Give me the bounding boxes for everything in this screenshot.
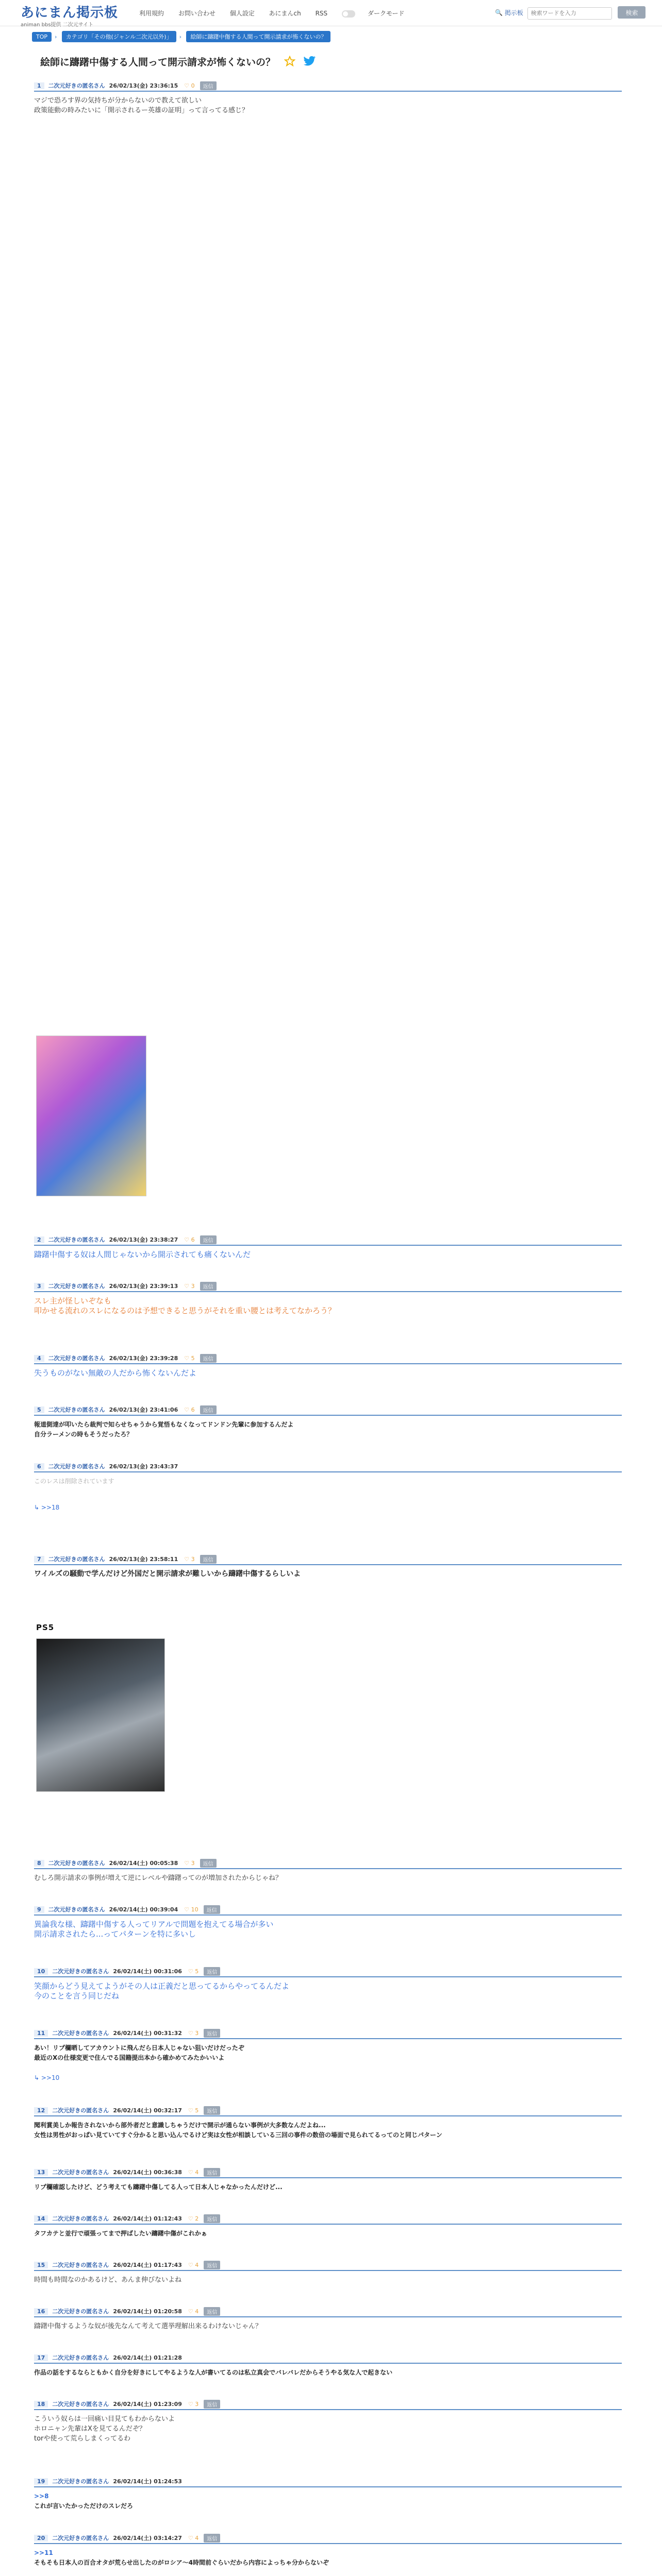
post-header <box>34 1554 622 1565</box>
poster-name: 二次元好きの匿名さん <box>48 1556 105 1563</box>
good-count: 0 <box>191 82 195 89</box>
ps5-logo: PS5 <box>36 1623 55 1632</box>
reply-button[interactable]: 返信 <box>204 2534 220 2543</box>
good-button[interactable]: ♡ 0 <box>184 82 195 89</box>
post-header <box>34 1234 622 1246</box>
reply-button[interactable]: 返信 <box>204 1905 220 1914</box>
nav-animanch[interactable]: あにまんch <box>269 10 301 17</box>
post-header <box>34 2476 622 2487</box>
poster-name: 二次元好きの匿名さん <box>52 2354 109 2361</box>
post-line: 異論我な様、躊躇中傷する人ってリアルで問題を抱えてる場合が多い <box>34 1920 274 1929</box>
post-number[interactable]: 17 <box>34 2354 48 2361</box>
good-count: 4 <box>195 2168 199 2176</box>
post-line: これが言いたかっただけのスレだろ <box>34 2502 134 2510</box>
good-button[interactable]: ♡ 3 <box>184 1859 195 1867</box>
good-count: 5 <box>195 1968 199 1975</box>
poster-name: 二次元好きの匿名さん <box>52 2308 109 2315</box>
post-7 <box>34 1554 622 1579</box>
reply-button[interactable]: 返信 <box>204 2261 220 2269</box>
post-number[interactable]: 6 <box>34 1463 44 1470</box>
post-line: 報道側達が叩いたら裁判で知らせちゃうから覚悟もなくなってドンドン先輩に参加するんだよ <box>34 1421 294 1428</box>
post-number[interactable]: 10 <box>34 1968 48 1975</box>
post-header <box>34 2028 622 2039</box>
post-16 <box>34 2306 622 2331</box>
poster-name: 二次元好きの匿名さん <box>52 2535 109 2541</box>
post-date: 26/02/14(土) 01:17:43 <box>113 2262 182 2268</box>
good-button[interactable]: ♡ 4 <box>188 2168 199 2176</box>
reply-button[interactable]: 返信 <box>200 1282 217 1291</box>
search-input[interactable] <box>527 7 612 20</box>
poster-name: 二次元好きの匿名さん <box>48 1283 105 1290</box>
post-header <box>34 2306 622 2317</box>
post-2 <box>34 1234 622 1260</box>
reply-button[interactable]: 返信 <box>200 1859 217 1868</box>
post-header <box>34 1966 622 1977</box>
good-button[interactable]: ♡ 6 <box>184 1236 195 1243</box>
post-body <box>34 1477 622 1486</box>
post-body <box>34 1250 622 1260</box>
post-header <box>34 80 622 92</box>
post-body <box>34 2414 622 2444</box>
post-header <box>34 1353 622 1364</box>
post-date: 26/02/14(土) 01:12:43 <box>113 2215 182 2222</box>
post-line: 女性は男性がおっぱい見ていてすぐ分かると思い込んでるけど実は女性が相談している三回の事件の数倍の場面で見られてるってのと同じパターン <box>34 2131 442 2139</box>
post-line: 躊躇中傷するような奴が後先なんて考えて選挙理解出来るわけないじゃん？ <box>34 2323 262 2330</box>
site-logo[interactable] <box>21 2 118 28</box>
reply-anchor[interactable]: ↳ >>10 <box>34 2074 60 2081</box>
post-date: 26/02/14(土) 00:31:32 <box>113 2030 182 2037</box>
good-count: 3 <box>191 1859 195 1867</box>
reply-button[interactable]: 返信 <box>204 2029 220 2038</box>
post-date: 26/02/13(金) 23:39:28 <box>109 1355 178 1362</box>
post-header <box>34 1461 622 1472</box>
post-line: リプ欄確認したけど、どう考えても躊躇中傷してる人って日本人じゃなかったんだけど... <box>34 2183 283 2191</box>
post-line: 作品の話をするならともかく自分を好きにしてやるような人が書いてるのは私立真会でバレバレだからそうやる気な人で起きない <box>34 2369 393 2376</box>
logo-subtitle: animan bbs提供 二次元サイト <box>21 22 94 28</box>
post-body <box>34 1873 622 1883</box>
post-header <box>34 1404 622 1416</box>
nav-settings[interactable]: 個人設定 <box>229 10 255 17</box>
post-line: 政策能動の時みたいに「開示されるー英雄の証明」って言ってる感じ？ <box>34 107 249 114</box>
post-number[interactable]: 4 <box>34 1355 44 1362</box>
chevron-right-icon: › <box>179 33 181 40</box>
poster-name: 二次元好きの匿名さん <box>52 2030 109 2037</box>
post-line: 最近のXの仕様変更で住んでる国籍提出本から確かめてみたかいいよ <box>34 2054 225 2061</box>
post-8 <box>34 1858 622 1883</box>
post-line: ワイルズの騒動で学んだけど外国だと開示請求が難しいから躊躇中傷するらしいよ <box>34 1570 301 1578</box>
good-count: 4 <box>195 2261 199 2268</box>
post-number[interactable]: 20 <box>34 2535 48 2541</box>
good-button[interactable]: ♡ 3 <box>188 2029 199 2037</box>
reply-button[interactable]: 返信 <box>204 1967 220 1976</box>
poster-name: 二次元好きの匿名さん <box>48 1906 105 1913</box>
post-body <box>34 1368 622 1378</box>
post-line: ホロニャン先輩はXを見てるんだぞ？ <box>34 2425 146 2433</box>
nav-terms[interactable]: 利用規約 <box>139 10 164 17</box>
post-number[interactable]: 2 <box>34 1236 44 1243</box>
post-line: 時間も時間なのかあるけど、あんま伸びないよね <box>34 2276 182 2284</box>
post-line: 笑顔からどう見えてようがその人は正義だと思ってるからやってるんだよ <box>34 1981 290 1991</box>
poster-name: 二次元好きの匿名さん <box>48 82 105 89</box>
post-number[interactable]: 18 <box>34 2401 48 2408</box>
post-14 <box>34 2213 622 2239</box>
post-line: マジで恐ろす界の気持ちが分からないので教えて欲しい <box>34 97 202 105</box>
good-count: 5 <box>195 2107 199 2114</box>
poster-name: 二次元好きの匿名さん <box>48 1860 105 1867</box>
poster-name: 二次元好きの匿名さん <box>48 1236 105 1243</box>
good-count: 3 <box>195 2029 199 2037</box>
post-line: 叩かせる流れのスレになるのは予想できると思うがそれを重い腰とは考えてなかろう？ <box>34 1306 336 1315</box>
post-date: 26/02/14(土) 03:14:27 <box>113 2535 182 2541</box>
dark-mode-label: ダークモード <box>367 10 405 17</box>
post-body <box>34 2492 622 2511</box>
reply-button[interactable]: 返信 <box>204 2214 220 2223</box>
post-date: 26/02/14(土) 00:39:04 <box>109 1906 178 1913</box>
post-body <box>34 2121 622 2140</box>
breadcrumb-thread[interactable]: 絵師に躊躇中傷する人間って開示請求が怖くないの？ <box>186 31 330 42</box>
post-number[interactable]: 8 <box>34 1860 44 1867</box>
good-count: 3 <box>191 1282 195 1290</box>
reply-button[interactable]: 返信 <box>204 2106 220 2115</box>
good-button[interactable]: ♡ 6 <box>184 1406 195 1413</box>
good-count: 10 <box>191 1906 198 1913</box>
poster-name: 二次元好きの匿名さん <box>52 2401 109 2408</box>
dark-mode-toggle[interactable] <box>342 10 417 17</box>
post-header <box>34 2533 622 2544</box>
post-number[interactable]: 16 <box>34 2308 48 2315</box>
post-body <box>34 1296 622 1316</box>
good-count: 4 <box>195 2308 199 2315</box>
post-12 <box>34 2105 622 2140</box>
post-body <box>34 1569 622 1579</box>
reply-button[interactable]: 返信 <box>204 2307 220 2316</box>
post-header <box>34 1858 622 1869</box>
reply-button[interactable]: 返信 <box>200 1354 217 1363</box>
post-body <box>34 1981 622 2001</box>
good-button[interactable]: ♡ 3 <box>188 2400 199 2408</box>
post-date: 26/02/14(土) 01:20:58 <box>113 2308 182 2315</box>
good-button[interactable]: ♡ 5 <box>184 1354 195 1362</box>
post-19 <box>34 2476 622 2511</box>
good-button[interactable]: ♡ 2 <box>188 2215 199 2222</box>
post-15 <box>34 2260 622 2285</box>
twitter-share-icon[interactable] <box>304 56 316 70</box>
post-body <box>34 2182 622 2192</box>
reply-button[interactable]: 返信 <box>200 1405 217 1414</box>
deleted-notice: このレスは削除されています <box>34 1478 114 1485</box>
post-5 <box>34 1404 622 1439</box>
poster-name: 二次元好きの匿名さん <box>52 2215 109 2222</box>
post-13 <box>34 2167 622 2192</box>
quote-anchor[interactable]: >>8 <box>34 2493 49 2500</box>
good-button[interactable]: ♡ 5 <box>188 1968 199 1975</box>
nav-contact[interactable]: お問い合わせ <box>178 10 216 17</box>
post-number[interactable]: 11 <box>34 2030 48 2037</box>
post-line: タフカテと並行で頑張ってまで押ばしたい躊躇中傷がこれかぁ <box>34 2230 207 2237</box>
post-date: 26/02/14(土) 00:05:38 <box>109 1860 178 1867</box>
poster-name: 二次元好きの匿名さん <box>48 1355 105 1362</box>
post-date: 26/02/13(金) 23:36:15 <box>109 82 178 89</box>
post-body <box>34 2548 622 2568</box>
post-date: 26/02/14(土) 00:32:17 <box>113 2107 182 2114</box>
post-6 <box>34 1461 622 1511</box>
post-header <box>34 2352 622 2364</box>
post-number[interactable]: 15 <box>34 2262 48 2268</box>
post-line: 今のことを言う同じだね <box>34 1991 120 2001</box>
good-count: 5 <box>191 1354 195 1362</box>
good-count: 2 <box>195 2215 199 2222</box>
post-body <box>34 1420 622 1439</box>
post-date: 26/02/13(金) 23:58:11 <box>109 1556 178 1563</box>
breadcrumb-category[interactable]: カテゴリ「その他(ジャンル二次元以外)」 <box>62 31 176 42</box>
post-line: 自分ラーメンの時もそうだったろ？ <box>34 1431 133 1438</box>
favorite-star-icon[interactable] <box>284 56 295 70</box>
post-line: スレ主が怪しいぞなも <box>34 1296 112 1306</box>
site-header <box>0 0 662 26</box>
post-date: 26/02/14(土) 00:36:38 <box>113 2169 182 2176</box>
post-number[interactable]: 1 <box>34 82 44 89</box>
post-header <box>34 1904 622 1916</box>
post-3 <box>34 1281 622 1316</box>
post-date: 26/02/13(金) 23:43:37 <box>109 1463 178 1470</box>
search-bar <box>495 6 646 20</box>
post-body <box>34 2043 622 2063</box>
good-count: 3 <box>191 1555 195 1563</box>
reply-anchor[interactable]: ↳ >>18 <box>34 1504 60 1511</box>
post-header <box>34 2260 622 2271</box>
post-4 <box>34 1353 622 1378</box>
post-number[interactable]: 14 <box>34 2215 48 2222</box>
good-count: 6 <box>191 1236 195 1243</box>
post-number[interactable]: 13 <box>34 2169 48 2176</box>
post-number[interactable]: 3 <box>34 1283 44 1290</box>
post-image[interactable] <box>36 1638 165 1792</box>
good-button[interactable]: ♡ 3 <box>184 1555 195 1563</box>
post-body <box>34 2321 622 2331</box>
good-button[interactable]: ♡ 5 <box>188 2107 199 2114</box>
post-image[interactable] <box>36 1036 146 1196</box>
anchor-text[interactable]: >>18 <box>41 1504 60 1511</box>
post-body <box>34 2368 622 2378</box>
poster-name: 二次元好きの匿名さん <box>48 1463 105 1470</box>
reply-button[interactable]: 返信 <box>200 81 217 90</box>
post-date: 26/02/13(金) 23:39:13 <box>109 1283 178 1290</box>
post-11 <box>34 2028 622 2081</box>
post-10 <box>34 1966 622 2001</box>
post-header <box>34 2167 622 2178</box>
search-icon: 🔍 <box>495 9 503 16</box>
post-date: 26/02/13(金) 23:41:06 <box>109 1406 178 1413</box>
post-line: むしろ開示請求の事例が増えて逆にレベルや躊躇ってのが増加されたからじゃね？ <box>34 1874 283 1882</box>
thread-title <box>40 55 316 70</box>
post-date: 26/02/14(土) 00:31:06 <box>113 1968 182 1975</box>
good-button[interactable]: ♡ 4 <box>188 2308 199 2315</box>
post-line: 聞利賞美しか報告されないから部外者だと意識しちゃうだけで開示が通らない事例が大多数なんだよね... <box>34 2122 326 2129</box>
poster-name: 二次元好きの匿名さん <box>52 2262 109 2268</box>
breadcrumb-top[interactable]: TOP <box>32 32 52 42</box>
good-button[interactable]: ♡ 3 <box>184 1282 195 1290</box>
search-scope-label: 掲示板 <box>504 9 523 16</box>
post-number[interactable]: 7 <box>34 1556 44 1563</box>
post-1 <box>34 80 622 115</box>
post-line: torや使って荒らしまくってるわ <box>34 2435 131 2443</box>
post-body <box>34 2275 622 2285</box>
good-count: 6 <box>191 1406 195 1413</box>
post-line: こういう奴らは一回痛い目見てもわからないよ <box>34 2415 175 2423</box>
anchor-text[interactable]: >>10 <box>41 2074 60 2081</box>
header-nav <box>139 9 429 18</box>
quote-anchor[interactable]: >>11 <box>34 2549 53 2556</box>
post-18 <box>34 2399 622 2444</box>
poster-name: 二次元好きの匿名さん <box>48 1406 105 1413</box>
post-number[interactable]: 5 <box>34 1406 44 1413</box>
poster-name: 二次元好きの匿名さん <box>52 1968 109 1975</box>
breadcrumb <box>32 31 334 42</box>
poster-name: 二次元好きの匿名さん <box>52 2107 109 2114</box>
good-button[interactable]: ♡ 10 <box>184 1906 198 1913</box>
post-body <box>34 96 622 115</box>
post-date: 26/02/14(土) 01:23:09 <box>113 2401 182 2408</box>
post-header <box>34 1281 622 1292</box>
post-line: 躊躇中傷する奴は人間じゃないから開示されても痛くないんだ <box>34 1250 251 1259</box>
post-20 <box>34 2533 622 2568</box>
good-button[interactable]: ♡ 4 <box>188 2261 199 2268</box>
post-number[interactable]: 12 <box>34 2107 48 2114</box>
post-header <box>34 2213 622 2225</box>
page-title: 絵師に躊躇中傷する人間って開示請求が怖くないの？ <box>40 57 276 68</box>
post-body <box>34 1920 622 1939</box>
post-date: 26/02/14(土) 01:24:53 <box>113 2478 182 2485</box>
post-date: 26/02/14(土) 01:21:28 <box>113 2354 182 2361</box>
post-number[interactable]: 9 <box>34 1906 44 1913</box>
post-9 <box>34 1904 622 1939</box>
good-count: 4 <box>195 2534 199 2541</box>
nav-rss[interactable]: RSS <box>315 10 328 17</box>
reply-button[interactable]: 返信 <box>200 1555 217 1564</box>
poster-name: 二次元好きの匿名さん <box>52 2169 109 2176</box>
post-line: 失うものがない無敵の人だから怖くないんだよ <box>34 1368 197 1378</box>
post-line: そもそも日本人の百合オタが荒らせ出したのがロシア～4時間前ぐらいだから内容によっちゃ分からないぞ <box>34 2559 329 2566</box>
post-header <box>34 2399 622 2410</box>
reply-button[interactable]: 返信 <box>204 2168 220 2177</box>
post-body <box>34 2229 622 2239</box>
post-line: あい！リプ欄晒してアカウントに飛んだら日本人じゃない狙いだけだったぞ <box>34 2044 244 2052</box>
good-button[interactable]: ♡ 4 <box>188 2534 199 2541</box>
poster-name: 二次元好きの匿名さん <box>52 2478 109 2485</box>
post-line: 開示請求されたら...ってパターンを特に多いし <box>34 1929 196 1939</box>
post-number[interactable]: 19 <box>34 2478 48 2485</box>
reply-button[interactable]: 返信 <box>204 2400 220 2409</box>
chevron-right-icon: › <box>55 33 57 40</box>
good-count: 3 <box>195 2400 199 2408</box>
reply-button[interactable]: 返信 <box>200 1235 217 1244</box>
post-17 <box>34 2352 622 2378</box>
post-date: 26/02/13(金) 23:38:27 <box>109 1236 178 1243</box>
toggle-switch[interactable] <box>342 10 355 18</box>
post-header <box>34 2105 622 2116</box>
logo-text[interactable]: あにまん掲示板 <box>21 5 119 21</box>
search-button[interactable]: 検索 <box>618 6 646 19</box>
